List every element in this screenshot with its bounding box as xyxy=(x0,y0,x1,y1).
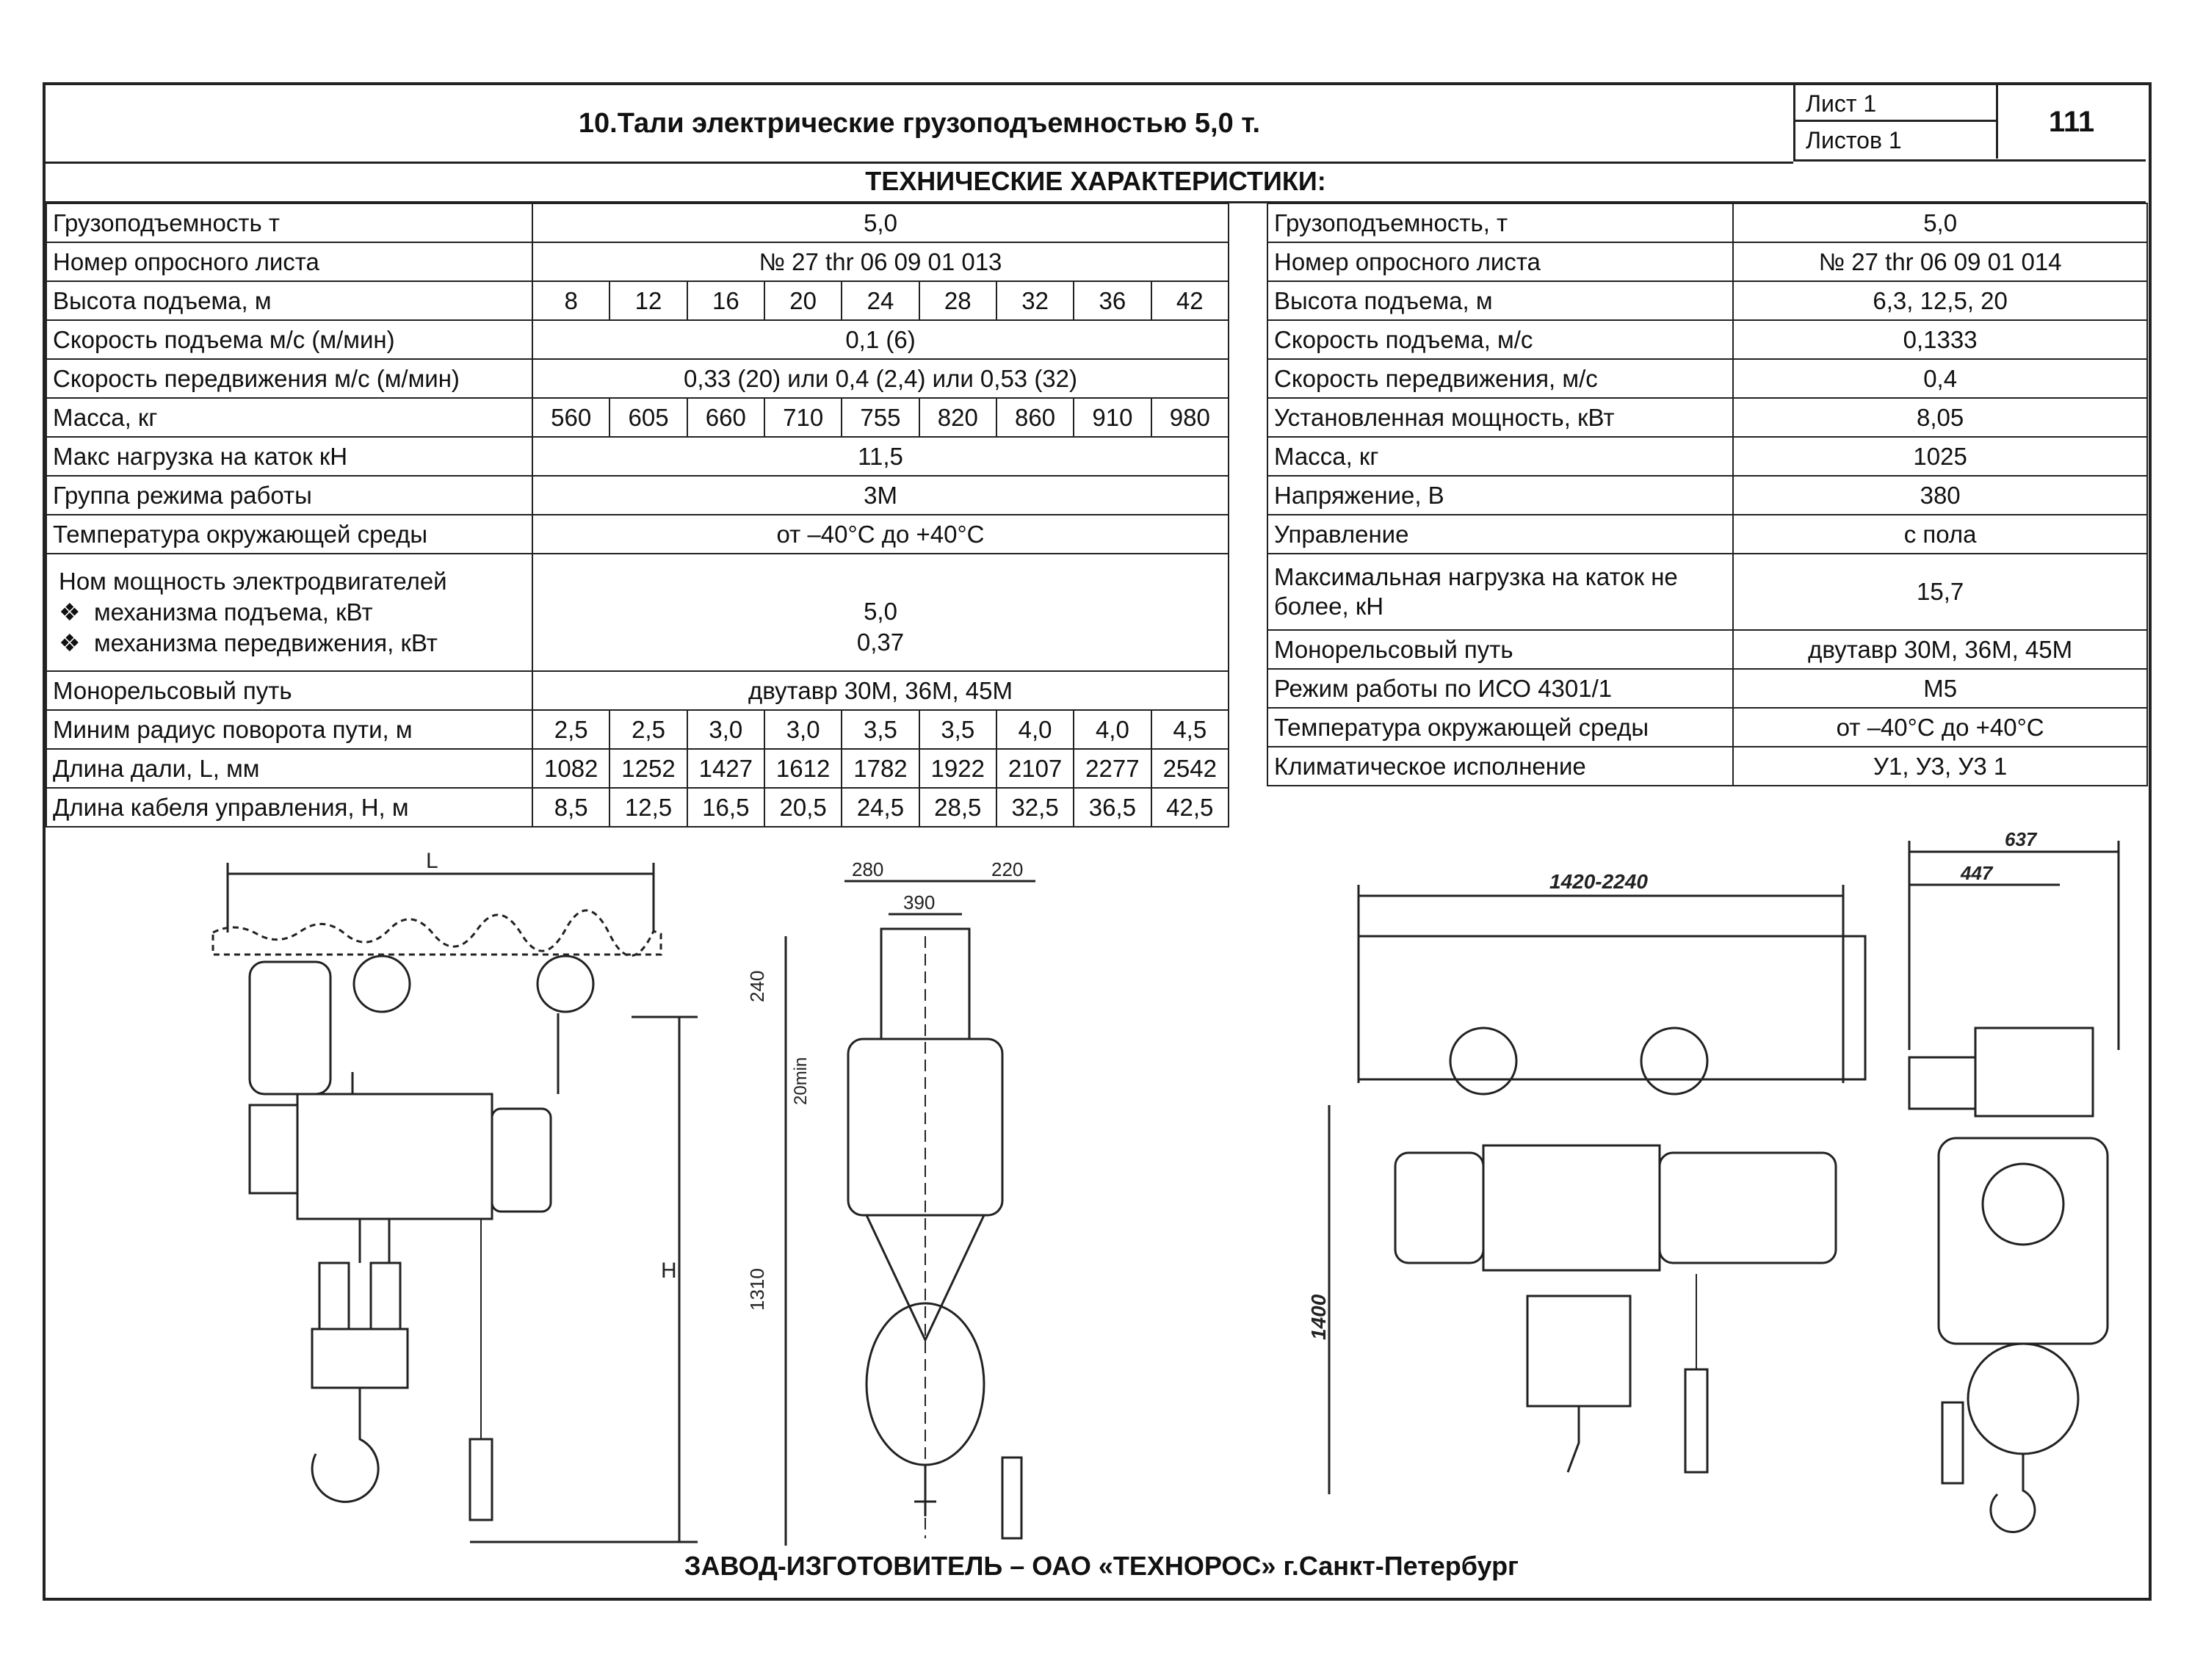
row-label: Миним радиус поворота пути, м xyxy=(46,710,532,749)
cell: 20 xyxy=(764,281,842,320)
dim-label-280: 280 xyxy=(852,858,884,880)
page-number: 111 xyxy=(2048,105,2095,138)
cell: 1922 xyxy=(919,749,996,788)
row-label: Группа режима работы xyxy=(46,476,532,515)
table-row xyxy=(1267,476,2147,515)
hoist-end-view-drawing xyxy=(742,855,1065,1553)
table-row xyxy=(1267,669,2147,708)
sheets-label: Листов 1 xyxy=(1795,122,1998,159)
table-row xyxy=(46,281,1229,320)
hoist-drum xyxy=(297,1094,492,1219)
hook xyxy=(312,1388,378,1502)
motor-travel-value: 0,37 xyxy=(856,629,905,656)
hook-block-body xyxy=(312,1329,408,1388)
table-row xyxy=(1267,281,2147,320)
cell: 1252 xyxy=(609,749,687,788)
row-label: Монорельсовый путь xyxy=(1267,630,1733,669)
table-row xyxy=(1267,320,2147,359)
row-label: Масса, кг xyxy=(1267,437,1733,476)
row-label: Скорость подъема м/с (м/мин) xyxy=(46,320,532,359)
cell: 3,0 xyxy=(687,710,764,749)
cell: 36 xyxy=(1074,281,1151,320)
pendant-control xyxy=(1685,1369,1707,1472)
cell: 2107 xyxy=(996,749,1074,788)
cell: 4,5 xyxy=(1151,710,1229,749)
row-value: 3М xyxy=(532,476,1229,515)
row-label: Установленная мощность, кВт xyxy=(1267,398,1733,437)
dim-label-1400: 1400 xyxy=(1307,1294,1330,1340)
table-row xyxy=(1267,630,2147,669)
dim-label-240: 240 xyxy=(746,970,768,1002)
cell: 1782 xyxy=(842,749,919,788)
trolley-wheel xyxy=(538,956,593,1012)
row-value: 0,4 xyxy=(1733,359,2147,398)
row-label: Максимальная нагрузка на каток не более, кН xyxy=(1267,554,1733,630)
table-row xyxy=(46,476,1229,515)
hoist-body-profile xyxy=(1939,1138,2108,1344)
cell: 8,5 xyxy=(532,788,609,827)
control-box xyxy=(250,1105,297,1193)
right-spec-table xyxy=(1267,203,2148,786)
hoist-front-view-drawing xyxy=(1285,863,1873,1524)
cell: 20,5 xyxy=(764,788,842,827)
table-row xyxy=(46,710,1229,749)
hoist-profile-drawing xyxy=(1895,830,2144,1549)
diamond-bullet-icon: ❖ xyxy=(59,598,81,626)
cell: 560 xyxy=(532,398,609,437)
cell: 2542 xyxy=(1151,749,1229,788)
sheet-info-box xyxy=(1793,85,2146,162)
row-label: Высота подъема, м xyxy=(1267,281,1733,320)
table-row xyxy=(46,671,1229,710)
table-row xyxy=(46,359,1229,398)
motor-power-label: Ном мощность электродвигателей xyxy=(59,568,447,595)
dim-label-H: H xyxy=(661,1259,677,1283)
cell: 1612 xyxy=(764,749,842,788)
pendant-control xyxy=(470,1439,492,1520)
cell: 820 xyxy=(919,398,996,437)
table-row xyxy=(1267,747,2147,786)
row-value: с пола xyxy=(1733,515,2147,554)
travel-motor-profile xyxy=(1909,1057,1975,1109)
row-value: двутавр 30М, 36М, 45М xyxy=(1733,630,2147,669)
dim-label-220: 220 xyxy=(991,858,1024,880)
table-row xyxy=(46,242,1229,281)
table-row xyxy=(1267,708,2147,747)
row-label: Монорельсовый путь xyxy=(46,671,532,710)
dim-label-637: 637 xyxy=(2005,830,2037,850)
row-value: У1, У3, У3 1 xyxy=(1733,747,2147,786)
cell: 3,5 xyxy=(842,710,919,749)
monorail-beam xyxy=(1359,936,1865,1079)
table-row xyxy=(1267,554,2147,630)
motor-lift-item xyxy=(59,597,526,628)
row-value: 8,05 xyxy=(1733,398,2147,437)
cell: 16,5 xyxy=(687,788,764,827)
row-value: 15,7 xyxy=(1733,554,2147,630)
cell: 710 xyxy=(764,398,842,437)
cell: 4,0 xyxy=(1074,710,1151,749)
cell: 2,5 xyxy=(532,710,609,749)
dim-label-L: L xyxy=(426,852,438,873)
row-label: Макс нагрузка на каток кН xyxy=(46,437,532,476)
cell: 1427 xyxy=(687,749,764,788)
row-label: Номер опросного листа xyxy=(1267,242,1733,281)
cell: 910 xyxy=(1074,398,1151,437)
row-value: 11,5 xyxy=(532,437,1229,476)
row-value: 380 xyxy=(1733,476,2147,515)
table-row xyxy=(1267,203,2147,242)
cell: 24 xyxy=(842,281,919,320)
cell: 42,5 xyxy=(1151,788,1229,827)
hook-block-profile xyxy=(1968,1344,2078,1454)
cell: 755 xyxy=(842,398,919,437)
row-value: 0,33 (20) или 0,4 (2,4) или 0,53 (32) xyxy=(532,359,1229,398)
hoist-side-view-drawing xyxy=(191,852,705,1557)
dim-label-1310: 1310 xyxy=(746,1268,768,1311)
hoist-drum xyxy=(1483,1145,1660,1270)
row-value: № 27 thr 06 09 01 014 xyxy=(1733,242,2147,281)
motor-lift-label: механизма подъема, кВт xyxy=(93,598,373,626)
left-spec-table xyxy=(46,203,1229,828)
section-subtitle: ТЕХНИЧЕСКИЕ ХАРАКТЕРИСТИКИ: xyxy=(46,162,2146,203)
table-row xyxy=(46,515,1229,554)
table-row xyxy=(1267,242,2147,281)
hook xyxy=(1568,1406,1579,1472)
trolley-wheel xyxy=(1450,1028,1516,1094)
row-label: Режим работы по ИСО 4301/1 xyxy=(1267,669,1733,708)
cell: 1082 xyxy=(532,749,609,788)
row-label: Напряжение, В xyxy=(1267,476,1733,515)
table-row xyxy=(46,320,1229,359)
hoist-motor xyxy=(1660,1153,1836,1263)
cell: 32,5 xyxy=(996,788,1074,827)
dim-label-20min: 20min xyxy=(791,1057,811,1105)
table-row xyxy=(46,398,1229,437)
row-label: Масса, кг xyxy=(46,398,532,437)
diamond-bullet-icon: ❖ xyxy=(59,629,81,656)
row-label: Скорость передвижения, м/с xyxy=(1267,359,1733,398)
table-row xyxy=(46,203,1229,242)
row-value: 5,0 xyxy=(1733,203,2147,242)
page-title: 10.Тали электрические грузоподъемностью 5,0 т. xyxy=(46,85,1793,164)
table-row xyxy=(46,749,1229,788)
cell: 4,0 xyxy=(996,710,1074,749)
row-label: Высота подъема, м xyxy=(46,281,532,320)
cell: 8 xyxy=(532,281,609,320)
cell: 12 xyxy=(609,281,687,320)
motor-travel-item xyxy=(59,628,526,659)
row-value: двутавр 30М, 36М, 45М xyxy=(532,671,1229,710)
pendant-control xyxy=(1942,1402,1963,1483)
cell: 3,5 xyxy=(919,710,996,749)
row-value: от –40°С до +40°С xyxy=(1733,708,2147,747)
motor-power-values xyxy=(532,554,1229,671)
cell: 32 xyxy=(996,281,1074,320)
travel-drive-housing xyxy=(250,962,330,1094)
row-value: 0,1 (6) xyxy=(532,320,1229,359)
row-value: 6,3, 12,5, 20 xyxy=(1733,281,2147,320)
row-label: Температура окружающей среды xyxy=(46,515,532,554)
row-value: № 27 thr 06 09 01 013 xyxy=(532,242,1229,281)
cell: 28 xyxy=(919,281,996,320)
row-label: Скорость подъема, м/с xyxy=(1267,320,1733,359)
cell: 2277 xyxy=(1074,749,1151,788)
dim-label-390: 390 xyxy=(903,891,936,913)
row-value: М5 xyxy=(1733,669,2147,708)
row-label: Длина дали, L, мм xyxy=(46,749,532,788)
row-label: Грузоподъемность т xyxy=(46,203,532,242)
table-row xyxy=(1267,359,2147,398)
cell: 36,5 xyxy=(1074,788,1151,827)
trolley-wheel xyxy=(1641,1028,1707,1094)
row-value: 0,1333 xyxy=(1733,320,2147,359)
cell: 42 xyxy=(1151,281,1229,320)
row-value: 1025 xyxy=(1733,437,2147,476)
trolley-profile xyxy=(1975,1028,2093,1116)
cell: 860 xyxy=(996,398,1074,437)
motor-travel-label: механизма передвижения, кВт xyxy=(93,629,438,656)
row-label: Температура окружающей среды xyxy=(1267,708,1733,747)
motor-power-label-cell xyxy=(46,554,532,671)
table-row xyxy=(46,554,1229,671)
motor-lift-value: 5,0 xyxy=(864,598,897,625)
hoist-motor xyxy=(492,1109,551,1212)
table-row xyxy=(1267,515,2147,554)
table-row xyxy=(46,788,1229,827)
dim-label-447: 447 xyxy=(1961,862,1993,884)
cell: 2,5 xyxy=(609,710,687,749)
hook-block-sheave xyxy=(319,1263,349,1329)
pendant-control xyxy=(1002,1458,1021,1538)
drum-end xyxy=(1983,1164,2063,1245)
table-row xyxy=(46,437,1229,476)
hook-block-sheave xyxy=(371,1263,400,1329)
dim-label-span: 1420-2240 xyxy=(1549,870,1648,893)
table-row xyxy=(1267,398,2147,437)
row-value: от –40°С до +40°С xyxy=(532,515,1229,554)
manufacturer-footer: ЗАВОД-ИЗГОТОВИТЕЛЬ – ОАО «ТЕХНОРОС» г.Санкт-Петербург xyxy=(684,1551,1519,1581)
rail-beam-outline xyxy=(213,910,661,956)
cell: 12,5 xyxy=(609,788,687,827)
row-label: Управление xyxy=(1267,515,1733,554)
cell: 16 xyxy=(687,281,764,320)
hook-block xyxy=(1527,1296,1630,1406)
row-value: 5,0 xyxy=(532,203,1229,242)
sheet-label: Лист 1 xyxy=(1795,85,1998,122)
cell: 605 xyxy=(609,398,687,437)
cell: 24,5 xyxy=(842,788,919,827)
cell: 980 xyxy=(1151,398,1229,437)
row-label: Климатическое исполнение xyxy=(1267,747,1733,786)
travel-motor xyxy=(1395,1153,1483,1263)
trolley-wheel xyxy=(354,956,410,1012)
row-label: Номер опросного листа xyxy=(46,242,532,281)
cell: 660 xyxy=(687,398,764,437)
row-label: Грузоподъемность, т xyxy=(1267,203,1733,242)
row-label: Скорость передвижения м/с (м/мин) xyxy=(46,359,532,398)
row-label: Длина кабеля управления, H, м xyxy=(46,788,532,827)
hook xyxy=(1991,1454,2035,1532)
cell: 3,0 xyxy=(764,710,842,749)
table-row xyxy=(1267,437,2147,476)
cell: 28,5 xyxy=(919,788,996,827)
